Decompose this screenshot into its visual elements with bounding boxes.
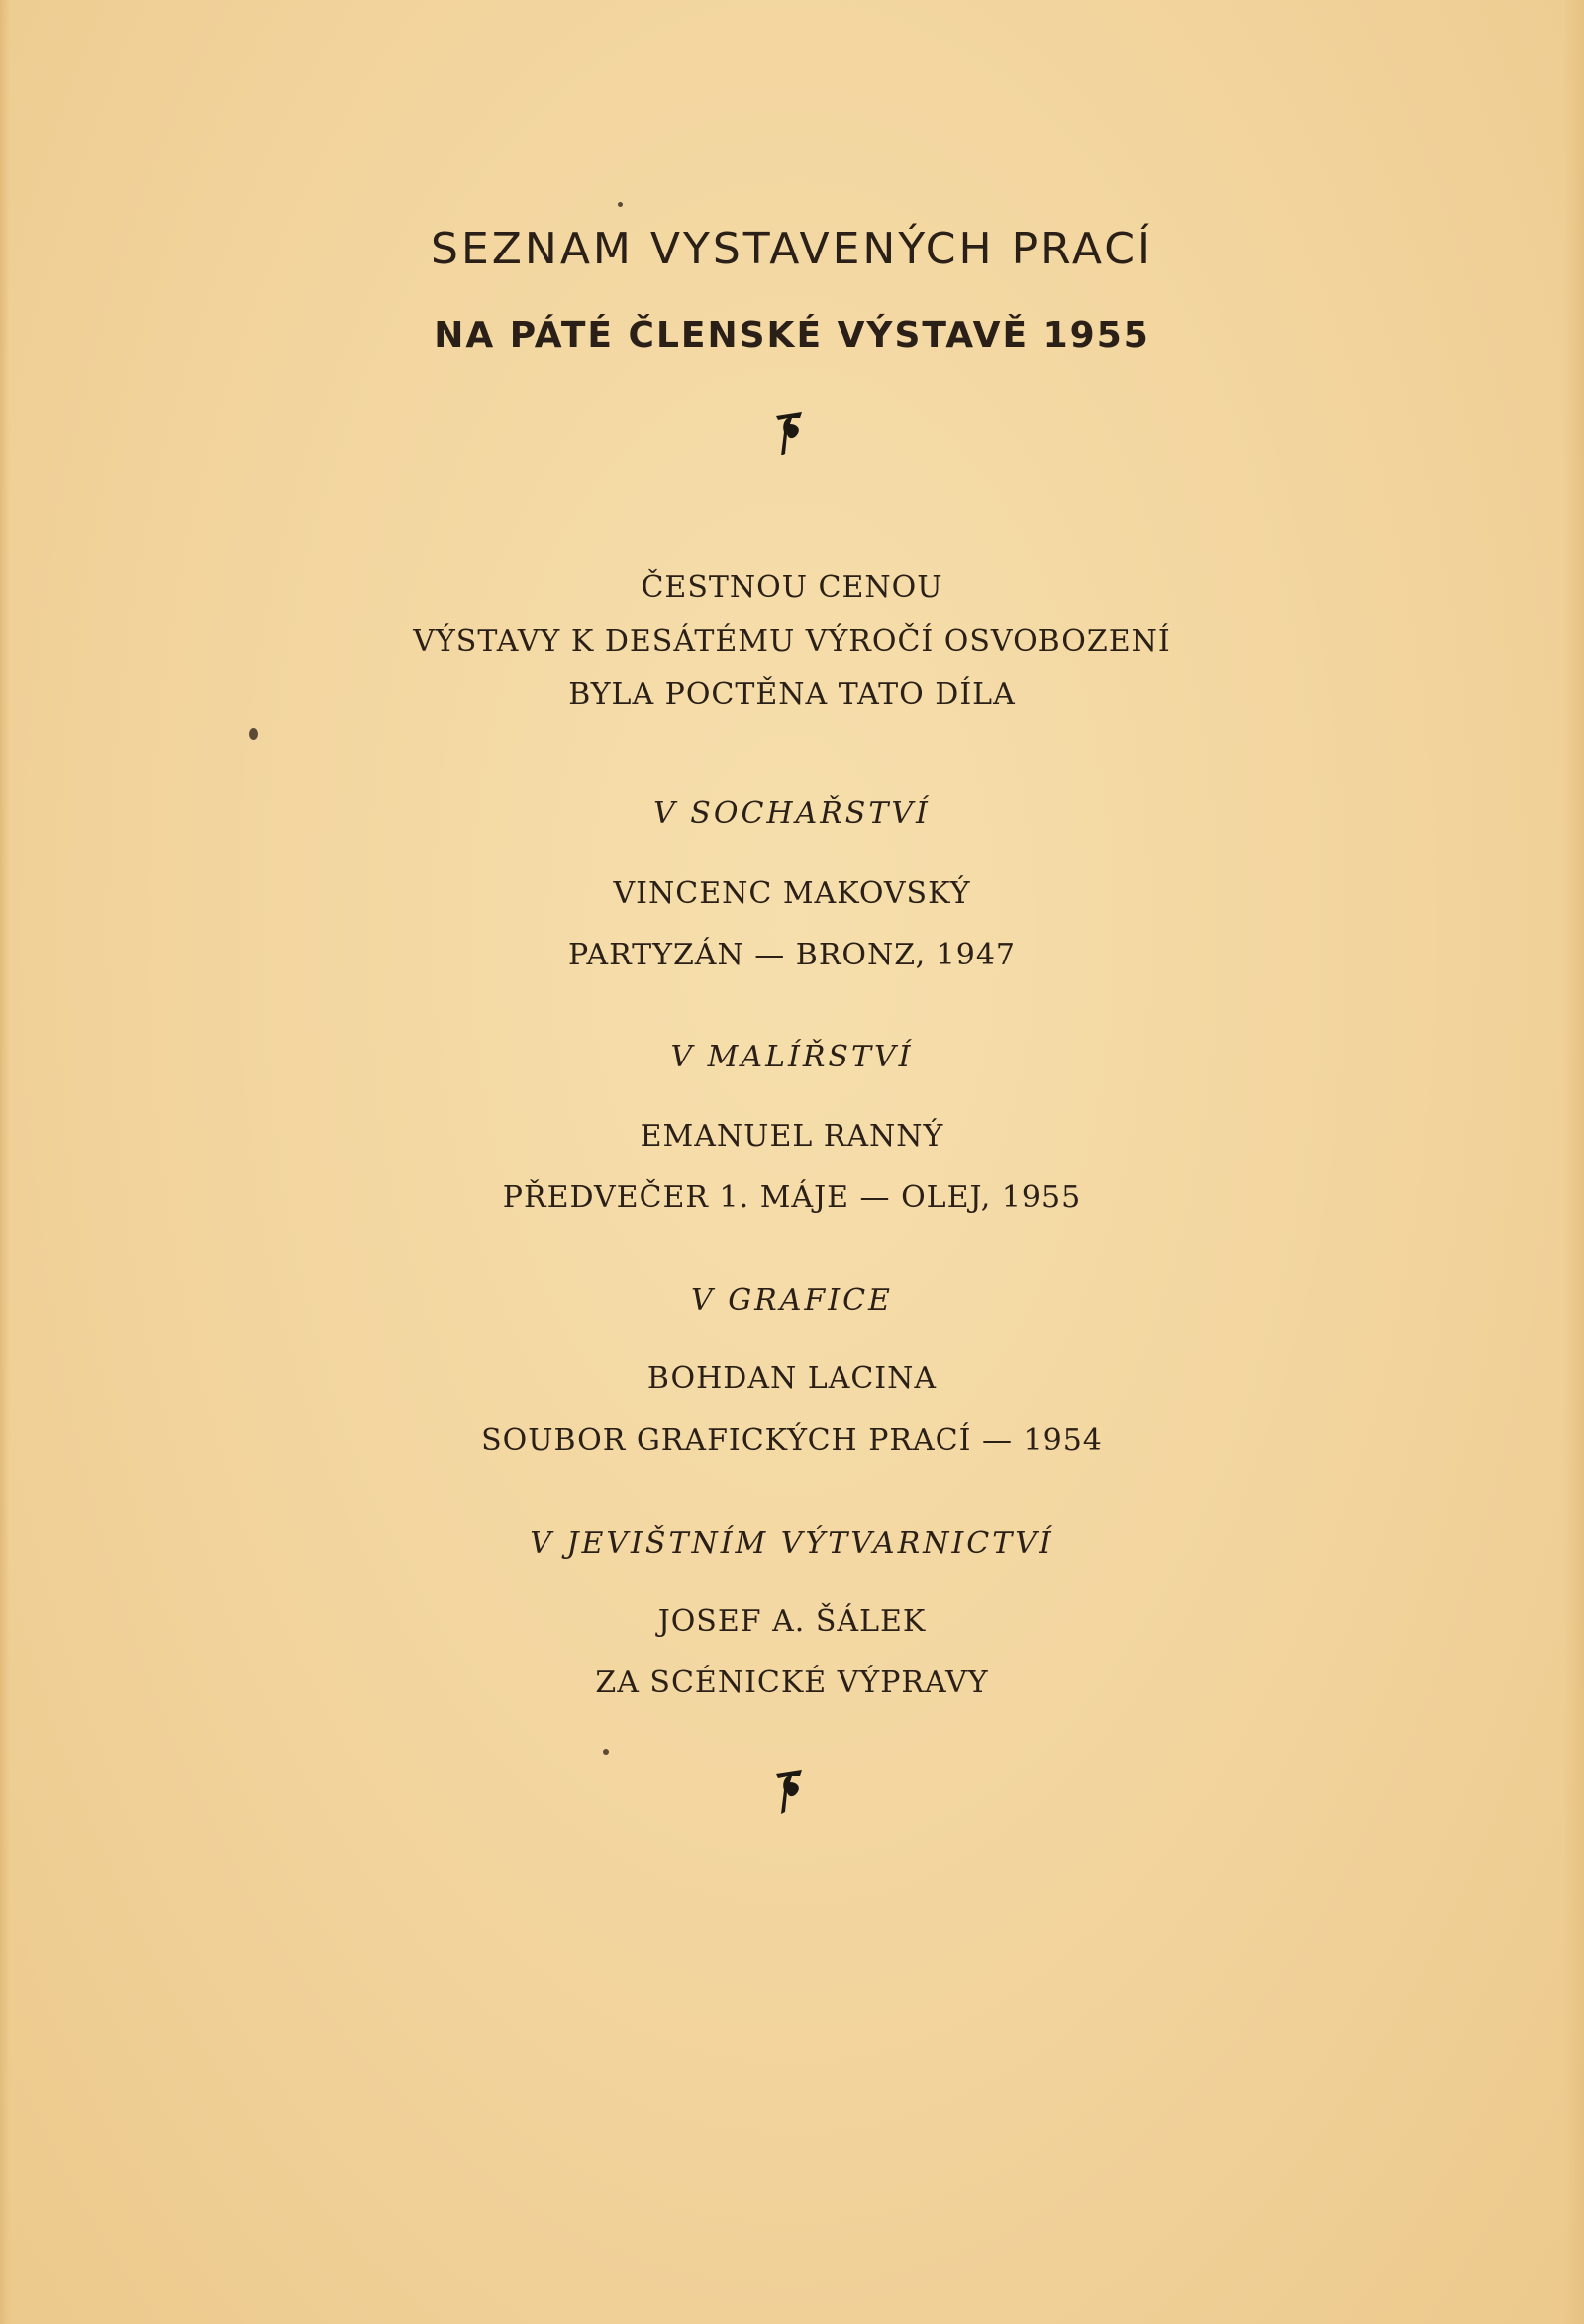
award-category: V SOCHAŘSTVÍ: [653, 796, 931, 831]
award-intro-line: ČESTNOU CENOU: [641, 570, 943, 605]
fleuron-icon: [0, 408, 1584, 463]
award-artist: BOHDAN LACINA: [646, 1362, 938, 1396]
fleuron-icon: [0, 1767, 1584, 1822]
award-artist: JOSEF A. ŠÁLEK: [657, 1604, 927, 1639]
document-subtitle: NA PÁTÉ ČLENSKÉ VÝSTAVĚ 1955: [434, 315, 1150, 355]
paper-speck: [618, 202, 623, 207]
award-category: V JEVIŠTNÍM VÝTVARNICTVÍ: [530, 1526, 1054, 1561]
award-work: PŘEDVEČER 1. MÁJE — OLEJ, 1955: [502, 1180, 1082, 1215]
award-work: ZA SCÉNICKÉ VÝPRAVY: [595, 1666, 989, 1700]
award-work: SOUBOR GRAFICKÝCH PRACÍ — 1954: [481, 1423, 1103, 1458]
award-category: V MALÍŘSTVÍ: [670, 1040, 914, 1074]
award-work: PARTYZÁN — BRONZ, 1947: [567, 938, 1017, 972]
paper-speck: [249, 728, 258, 740]
document-title: SEZNAM VYSTAVENÝCH PRACÍ: [431, 224, 1153, 274]
award-artist: EMANUEL RANNÝ: [640, 1119, 944, 1154]
award-artist: VINCENC MAKOVSKÝ: [613, 876, 971, 911]
paper-speck: [603, 1749, 609, 1755]
award-category: V GRAFICE: [691, 1283, 893, 1318]
award-intro-line: BYLA POCTĚNA TATO DÍLA: [568, 677, 1016, 712]
award-intro-line: VÝSTAVY K DESÁTÉMU VÝROČÍ OSVOBOZENÍ: [413, 624, 1171, 658]
